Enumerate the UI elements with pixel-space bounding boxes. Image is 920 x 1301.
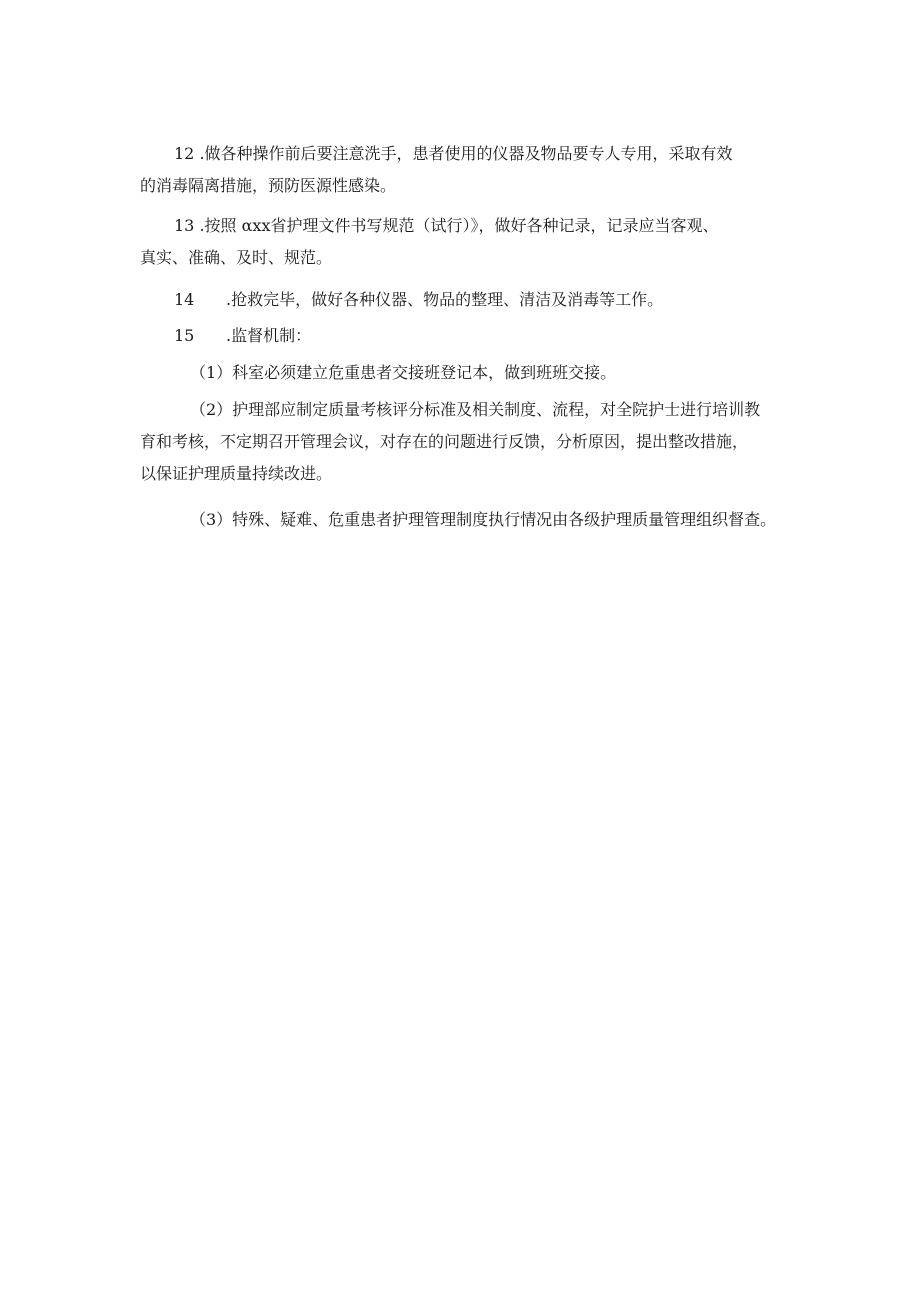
sub-item-3-paragraph xyxy=(140,504,805,536)
item-15-number: 15 xyxy=(174,326,195,345)
item-14-line-1 xyxy=(140,284,805,316)
sub-item-3-line-1: （3）特殊、疑难、危重患者护理管理制度执行情况由各级护理质量管理组织督查。 xyxy=(190,510,777,529)
sub-item-1-paragraph xyxy=(140,357,805,389)
sub-item-2-line-2: 育和考核，不定期召开管理会议，对存在的问题进行反馈，分析原因，提出整改措施， xyxy=(140,432,749,451)
item-12-paragraph xyxy=(140,138,805,202)
sub-item-2-line-1: （2）护理部应制定质量考核评分标准及相关制度、流程，对全院护士进行培训教 xyxy=(190,400,761,419)
sub-item-1-line-1: （1）科室必须建立危重患者交接班登记本，做到班班交接。 xyxy=(190,363,617,382)
item-12-line-2: 的消毒隔离措施，预防医源性感染。 xyxy=(140,176,397,195)
item-14-paragraph xyxy=(140,284,805,316)
sub-item-2-line-3: 以保证护理质量持续改进。 xyxy=(140,464,333,483)
item-13-text-1: .按照 αxx省护理文件书写规范（试行）》，做好各种记录，记录应当客观、 xyxy=(194,216,719,235)
item-14-text-1: .抢救完毕，做好各种仪器、物品的整理、清洁及消毒等工作。 xyxy=(226,290,664,309)
item-13-line-2: 真实、准确、及时、规范。 xyxy=(140,248,333,267)
item-15-text-1: .监督机制： xyxy=(226,326,312,345)
item-12-number: 12 xyxy=(174,144,195,163)
item-15-paragraph xyxy=(140,320,805,352)
item-14-number: 14 xyxy=(174,290,195,309)
item-12-line-1 xyxy=(140,138,805,170)
item-15-line-1 xyxy=(140,320,805,352)
item-12-text-1: .做各种操作前后要注意洗手，患者使用的仪器及物品要专人专用，采取有效 xyxy=(194,144,733,163)
item-13-paragraph xyxy=(140,210,805,274)
sub-item-2-paragraph xyxy=(140,394,805,490)
item-13-line-1 xyxy=(140,210,805,242)
item-13-number: 13 xyxy=(174,216,195,235)
